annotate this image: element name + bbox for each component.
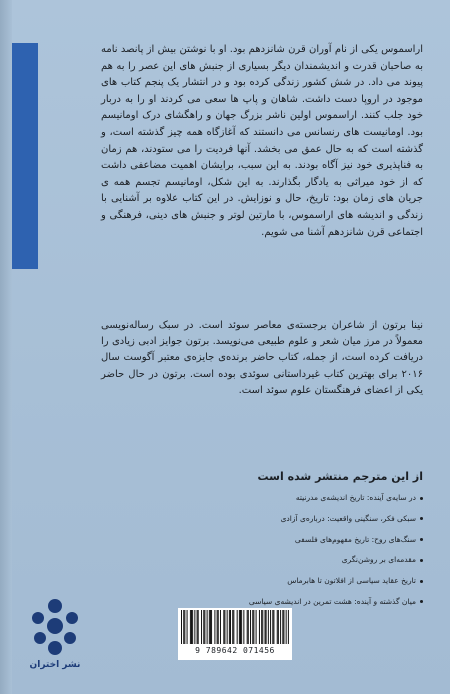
- isbn-barcode: [178, 608, 292, 660]
- barcode-bar: [210, 610, 211, 644]
- list-item: تاریخ عقاید سیاسی از افلاتون تا هابرماس: [133, 574, 423, 595]
- isbn-number: 9 789642 071456: [195, 646, 275, 655]
- barcode-bar: [214, 610, 215, 644]
- barcode-bar: [227, 610, 228, 644]
- barcode-bar: [278, 610, 279, 644]
- barcode-bar: [270, 610, 271, 644]
- barcode-bar: [232, 610, 233, 644]
- barcode-bar: [229, 610, 230, 644]
- barcode-bar: [194, 610, 195, 644]
- barcode-bar: [191, 610, 192, 644]
- barcode-bar: [261, 610, 262, 644]
- book-description: اراسموس یکی از نام آوران قرن شانزدهم بود. او با نوشتن بیش از پانصد نامه به صاحبان قدرت و اندیشمندان دیگر بسیاری از جنبش های این عصر را به هم پیوند می داد. در شش کشور زندگی کرده بود و در انتشار یک پنجم کتاب های موجود در اروپا دست داشت. شاهان و پاپ ها سعی می کردند او را به دربار خود جلب کنند. اراسموس اولین ناشر بزرگ جهان و راهگشای درک اومانیسم بود. اومانیست های رنسانس می دانستند که آغازگاه همه چیز گذشته است، و گذشته است که به حال عمق می بخشد. آنها فردیت را می ستودند، هم زمان به فناپذیری خود نیز آگاه بودند. به این سبب، برایشان اهمیت مضاعفی داشت که از خود میراثی به یادگار بگذارند. به این شکل، اومانیسم تجسم همه ی جریان های زمان بود: تاریخ، حال و نوزایش. در این کتاب علاوه بر آشنایی با زندگی و اندیشه های اراسموس، با مارتین لوتر و جنبش های دینی، فرهنگی و اجتماعی قرن شانزدهم آشنا می شویم.: [101, 44, 423, 238]
- list-item: سبکی فکر، سنگینی واقعیت: درباره‌ی آزادی: [133, 512, 423, 533]
- barcode-bar: [230, 610, 231, 644]
- barcode-bar: [218, 610, 219, 644]
- barcode-bar: [237, 610, 238, 644]
- barcode-bar: [209, 610, 210, 644]
- barcode-bar: [240, 610, 241, 644]
- barcode-bar: [233, 610, 234, 644]
- barcode-bar: [197, 610, 198, 644]
- barcode-bar: [266, 610, 267, 644]
- barcode-bar: [248, 610, 249, 644]
- barcode-bar: [277, 610, 278, 644]
- barcode-bar: [187, 610, 188, 644]
- barcode-bar: [184, 610, 185, 644]
- blue-accent-bar: [12, 43, 38, 269]
- barcode-bar: [265, 610, 266, 644]
- publisher-name: نشر اختران: [29, 660, 81, 670]
- bullet-icon: [420, 497, 423, 500]
- barcode-bar: [262, 610, 263, 644]
- list-item: میان گذشته و آینده: هشت تمرین در اندیشه‌ی سیاسی: [133, 595, 423, 616]
- barcode-bar: [250, 610, 251, 644]
- publisher-logo-icon: [26, 596, 84, 658]
- list-item: در سایه‌ی آینده: تاریخ اندیشه‌ی مدرنیته: [133, 491, 423, 512]
- other-titles-heading: از این مترجم منتشر شده است: [257, 470, 423, 483]
- bullet-icon: [420, 559, 423, 562]
- barcode-bar: [217, 610, 218, 644]
- barcode-bar: [223, 610, 224, 644]
- barcode-bar: [282, 610, 283, 644]
- barcode-bar: [201, 610, 202, 644]
- barcode-bar: [243, 610, 244, 644]
- barcode-bar: [220, 610, 221, 644]
- bullet-icon: [420, 517, 423, 520]
- barcode-bar: [283, 610, 284, 644]
- barcode-bar: [224, 610, 225, 644]
- barcode-bar: [252, 610, 253, 644]
- barcode-bar: [253, 610, 254, 644]
- barcode-bar: [241, 610, 242, 644]
- list-item: مقدمه‌ای بر روشن‌نگری: [133, 553, 423, 574]
- barcode-bar: [272, 610, 273, 644]
- barcode-bar: [203, 610, 204, 644]
- barcode-bar: [198, 610, 199, 644]
- barcode-bar: [192, 610, 193, 644]
- bullet-icon: [420, 538, 423, 541]
- barcode-icon: [181, 610, 289, 646]
- other-titles-list: [133, 491, 423, 616]
- barcode-bar: [211, 610, 212, 644]
- bullet-icon: [420, 600, 423, 603]
- barcode-bar: [256, 610, 257, 644]
- barcode-bar: [239, 610, 240, 644]
- barcode-bar: [207, 610, 208, 644]
- barcode-bar: [204, 610, 205, 644]
- barcode-bar: [183, 610, 184, 644]
- list-item: سنگ‌های روح: تاریخ مفهوم‌های فلسفی: [133, 533, 423, 554]
- barcode-bar: [247, 610, 248, 644]
- barcode-bar: [181, 610, 182, 644]
- barcode-bar: [268, 610, 269, 644]
- barcode-bar: [288, 610, 289, 644]
- barcode-bar: [190, 610, 191, 644]
- barcode-bar: [280, 610, 281, 644]
- spine-edge: [0, 0, 12, 694]
- author-bio: نینا برتون از شاعران برجسته‌ی معاصر سوئد است. در سبک رساله‌نویسی معمولاً در مرز میان شعر و علوم طبیعی می‌نویسد. برتون جوایز ادبی زیادی را دریافت کرده است، از جمله، کتاب حاضر برنده‌ی جایزه‌ی معتبر آگوست سال ۲۰۱۶ برای بهترین کتاب غیرداستانی سوئدی بوده است. برتون در حال حاضر یکی از اعضای فرهنگستان علوم سوئد است.: [101, 320, 423, 396]
- barcode-bar: [286, 610, 287, 644]
- bullet-icon: [420, 580, 423, 583]
- barcode-bar: [259, 610, 260, 644]
- barcode-bar: [273, 610, 274, 644]
